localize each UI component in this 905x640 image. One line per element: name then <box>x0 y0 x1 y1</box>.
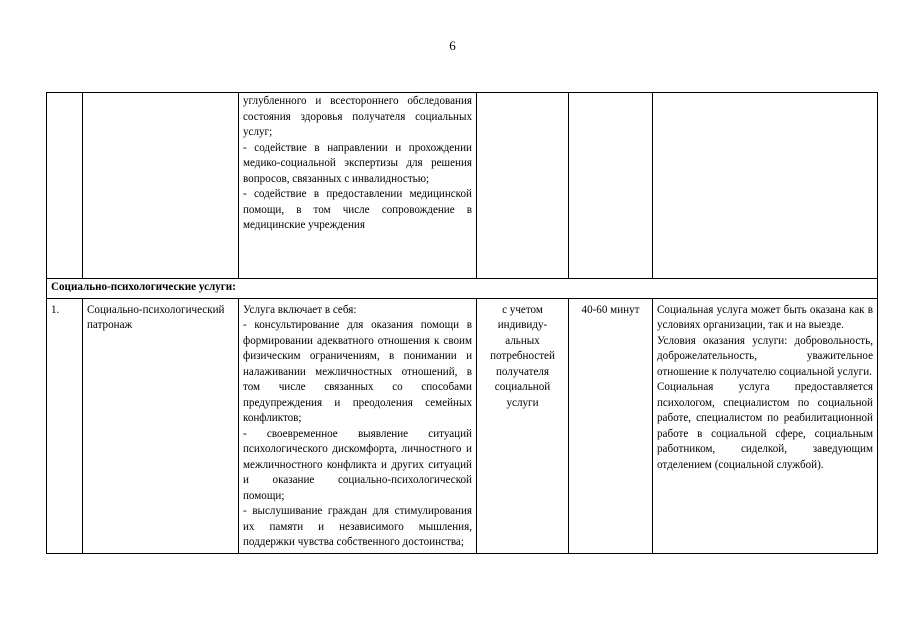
section-heading-row <box>47 279 878 299</box>
description-line: - содействие в предоставлении медицинской помощи, в том числе сопровождение в медицинские учреждения <box>243 188 472 231</box>
service-conditions-cell <box>653 93 878 279</box>
page-number: 6 <box>449 38 456 53</box>
service-row <box>47 298 878 553</box>
row-number-cell: 1. <box>47 298 83 553</box>
service-description-cell <box>239 93 477 279</box>
service-volume-cell: с учетом индивиду-альных потребностей получателя социальной услуги <box>477 298 569 553</box>
description-line: Услуга включает в себя: <box>243 303 357 316</box>
section-heading: Социально-психологические услуги: <box>47 279 878 299</box>
service-duration-cell: 40-60 минут <box>569 298 653 553</box>
service-conditions-cell <box>653 298 878 553</box>
description-line: - своевременное выявление ситуаций психологического дискомфорта, личностного и межличностного конфликта и других ситуаций и оказание социально-психологической помощи; <box>243 427 472 502</box>
service-volume-cell <box>477 93 569 279</box>
row-number-cell <box>47 93 83 279</box>
description-line: - выслушивание граждан для стимулирования их памяти и независимого мышления, поддержки чувства собственного достоинства; <box>243 505 472 548</box>
description-line: - консультирование для оказания помощи в формировании адекватного отношения к своим физическим ограничениям, в понимании и налаживании межличностных отношений, в том числе связанных со способами предупреждения и преодоления семейных конфликтов; <box>243 319 472 424</box>
conditions-line: Условия оказания услуги: добровольность, доброжелательность, уважительное отношение к получателю социальной услуги. <box>657 334 873 378</box>
service-name-cell: Социально-психологический патронаж <box>83 298 239 553</box>
service-description-cell <box>239 298 477 553</box>
description-line: углубленного и всестороннего обследования состояния здоровья получателя социальных услуг; <box>243 95 472 138</box>
services-table <box>46 92 878 554</box>
conditions-line: Социальная услуга может быть оказана как в условиях организации, так и на выезде. <box>657 303 873 331</box>
description-line: - содействие в направлении и прохождении медико-социальной экспертизы для решения вопросов, связанных с инвалидностью; <box>243 141 472 185</box>
service-duration-cell <box>569 93 653 279</box>
conditions-line: Социальная услуга предоставляется психологом, специалистом по социальной работе, специалистом по реабилитационной работе в социальной сфере, социальным работником, сиделкой, заведующим отделением (социальной службой). <box>657 381 873 471</box>
service-name-cell <box>83 93 239 279</box>
continuation-row <box>47 93 878 279</box>
